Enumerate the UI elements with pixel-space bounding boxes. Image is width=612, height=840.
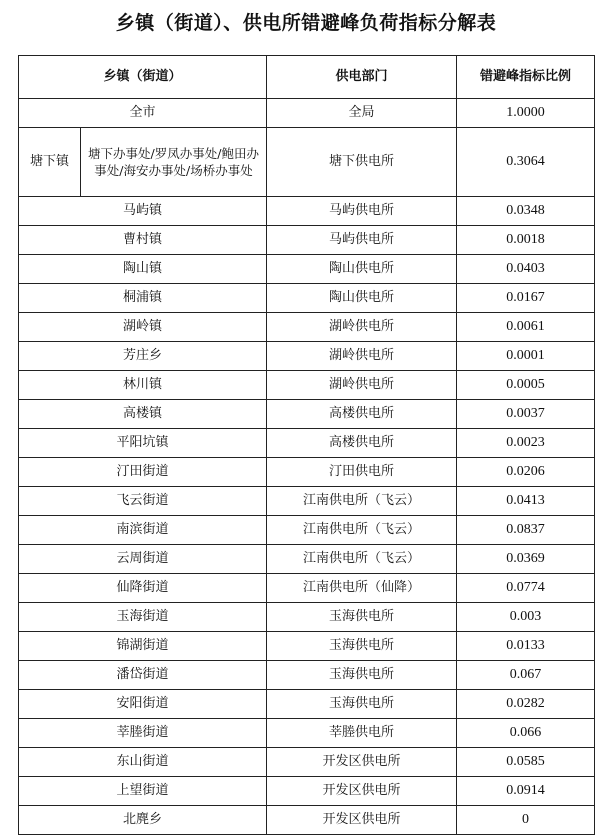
dept-cell: 玉海供电所: [267, 603, 457, 632]
dept-cell: 高楼供电所: [267, 429, 457, 458]
township-cell: 马屿镇: [19, 197, 267, 226]
township-cell: 潘岱街道: [19, 661, 267, 690]
township-cell: 塘下镇: [19, 128, 81, 197]
township-cell: 林川镇: [19, 371, 267, 400]
table-row: [19, 342, 595, 371]
dept-cell: 湖岭供电所: [267, 313, 457, 342]
ratio-cell: 0.066: [457, 719, 595, 748]
table-row: [19, 400, 595, 429]
table-row: [19, 371, 595, 400]
table-row: [19, 255, 595, 284]
dept-cell: 江南供电所（仙降）: [267, 574, 457, 603]
township-cell: 平阳坑镇: [19, 429, 267, 458]
dept-cell: 开发区供电所: [267, 806, 457, 835]
table-row: [19, 197, 595, 226]
table-row: [19, 661, 595, 690]
ratio-cell: 0.0282: [457, 690, 595, 719]
table-row: [19, 284, 595, 313]
dept-cell: 马屿供电所: [267, 197, 457, 226]
dept-cell: 塘下供电所: [267, 128, 457, 197]
dept-cell: 湖岭供电所: [267, 342, 457, 371]
ratio-cell: 1.0000: [457, 99, 595, 128]
table-row: [19, 313, 595, 342]
dept-cell: 高楼供电所: [267, 400, 457, 429]
ratio-cell: 0.0005: [457, 371, 595, 400]
township-cell: 北麂乡: [19, 806, 267, 835]
ratio-cell: 0.0167: [457, 284, 595, 313]
dept-cell: 莘塍供电所: [267, 719, 457, 748]
ratio-cell: 0.0403: [457, 255, 595, 284]
sub-office-cell: 塘下办事处/罗凤办事处/鲍田办事处/海安办事处/场桥办事处: [81, 128, 267, 197]
dept-cell: 江南供电所（飞云）: [267, 545, 457, 574]
ratio-cell: 0.3064: [457, 128, 595, 197]
township-cell: 飞云街道: [19, 487, 267, 516]
township-cell: 东山街道: [19, 748, 267, 777]
dept-cell: 江南供电所（飞云）: [267, 516, 457, 545]
ratio-cell: 0.0413: [457, 487, 595, 516]
table-row: [19, 487, 595, 516]
table-row: [19, 719, 595, 748]
township-cell: 汀田街道: [19, 458, 267, 487]
ratio-cell: 0.0348: [457, 197, 595, 226]
township-cell: 安阳街道: [19, 690, 267, 719]
township-cell: 芳庄乡: [19, 342, 267, 371]
table-row: [19, 226, 595, 255]
dept-cell: 玉海供电所: [267, 661, 457, 690]
township-cell: 桐浦镇: [19, 284, 267, 313]
header-dept: 供电部门: [267, 56, 457, 99]
page-title: 乡镇（街道）、供电所错避峰负荷指标分解表: [115, 12, 497, 34]
township-cell: 玉海街道: [19, 603, 267, 632]
ratio-cell: 0.067: [457, 661, 595, 690]
dept-cell: 全局: [267, 99, 457, 128]
ratio-cell: 0: [457, 806, 595, 835]
table-row: [19, 603, 595, 632]
table-row: [19, 574, 595, 603]
total-row: [19, 99, 595, 128]
table-row: [19, 516, 595, 545]
dept-cell: 江南供电所（飞云）: [267, 487, 457, 516]
ratio-cell: 0.0837: [457, 516, 595, 545]
ratio-cell: 0.0914: [457, 777, 595, 806]
dept-cell: 玉海供电所: [267, 632, 457, 661]
dept-cell: 开发区供电所: [267, 748, 457, 777]
township-cell: 全市: [19, 99, 267, 128]
header-ratio: 错避峰指标比例: [457, 56, 595, 99]
header-row: [19, 56, 595, 99]
township-cell: 湖岭镇: [19, 313, 267, 342]
dept-cell: 玉海供电所: [267, 690, 457, 719]
township-cell: 云周街道: [19, 545, 267, 574]
ratio-cell: 0.0585: [457, 748, 595, 777]
township-cell: 南滨街道: [19, 516, 267, 545]
township-cell: 锦湖街道: [19, 632, 267, 661]
load-indicator-table: [18, 55, 595, 835]
table-row: [19, 690, 595, 719]
township-cell: 陶山镇: [19, 255, 267, 284]
table-row: [19, 777, 595, 806]
ratio-cell: 0.0369: [457, 545, 595, 574]
ratio-cell: 0.003: [457, 603, 595, 632]
dept-cell: 汀田供电所: [267, 458, 457, 487]
table-row: [19, 429, 595, 458]
header-township: 乡镇（街道）: [19, 56, 267, 99]
dept-cell: 陶山供电所: [267, 255, 457, 284]
ratio-cell: 0.0037: [457, 400, 595, 429]
ratio-cell: 0.0018: [457, 226, 595, 255]
table-row: [19, 632, 595, 661]
dept-cell: 马屿供电所: [267, 226, 457, 255]
township-cell: 曹村镇: [19, 226, 267, 255]
township-cell: 上望街道: [19, 777, 267, 806]
ratio-cell: 0.0774: [457, 574, 595, 603]
table-row: [19, 458, 595, 487]
tangxia-row: [19, 128, 595, 197]
table-row: [19, 806, 595, 835]
ratio-cell: 0.0206: [457, 458, 595, 487]
township-cell: 仙降街道: [19, 574, 267, 603]
township-cell: 高楼镇: [19, 400, 267, 429]
ratio-cell: 0.0061: [457, 313, 595, 342]
table-row: [19, 545, 595, 574]
dept-cell: 陶山供电所: [267, 284, 457, 313]
ratio-cell: 0.0023: [457, 429, 595, 458]
township-cell: 莘塍街道: [19, 719, 267, 748]
dept-cell: 湖岭供电所: [267, 371, 457, 400]
table-row: [19, 748, 595, 777]
dept-cell: 开发区供电所: [267, 777, 457, 806]
ratio-cell: 0.0133: [457, 632, 595, 661]
ratio-cell: 0.0001: [457, 342, 595, 371]
